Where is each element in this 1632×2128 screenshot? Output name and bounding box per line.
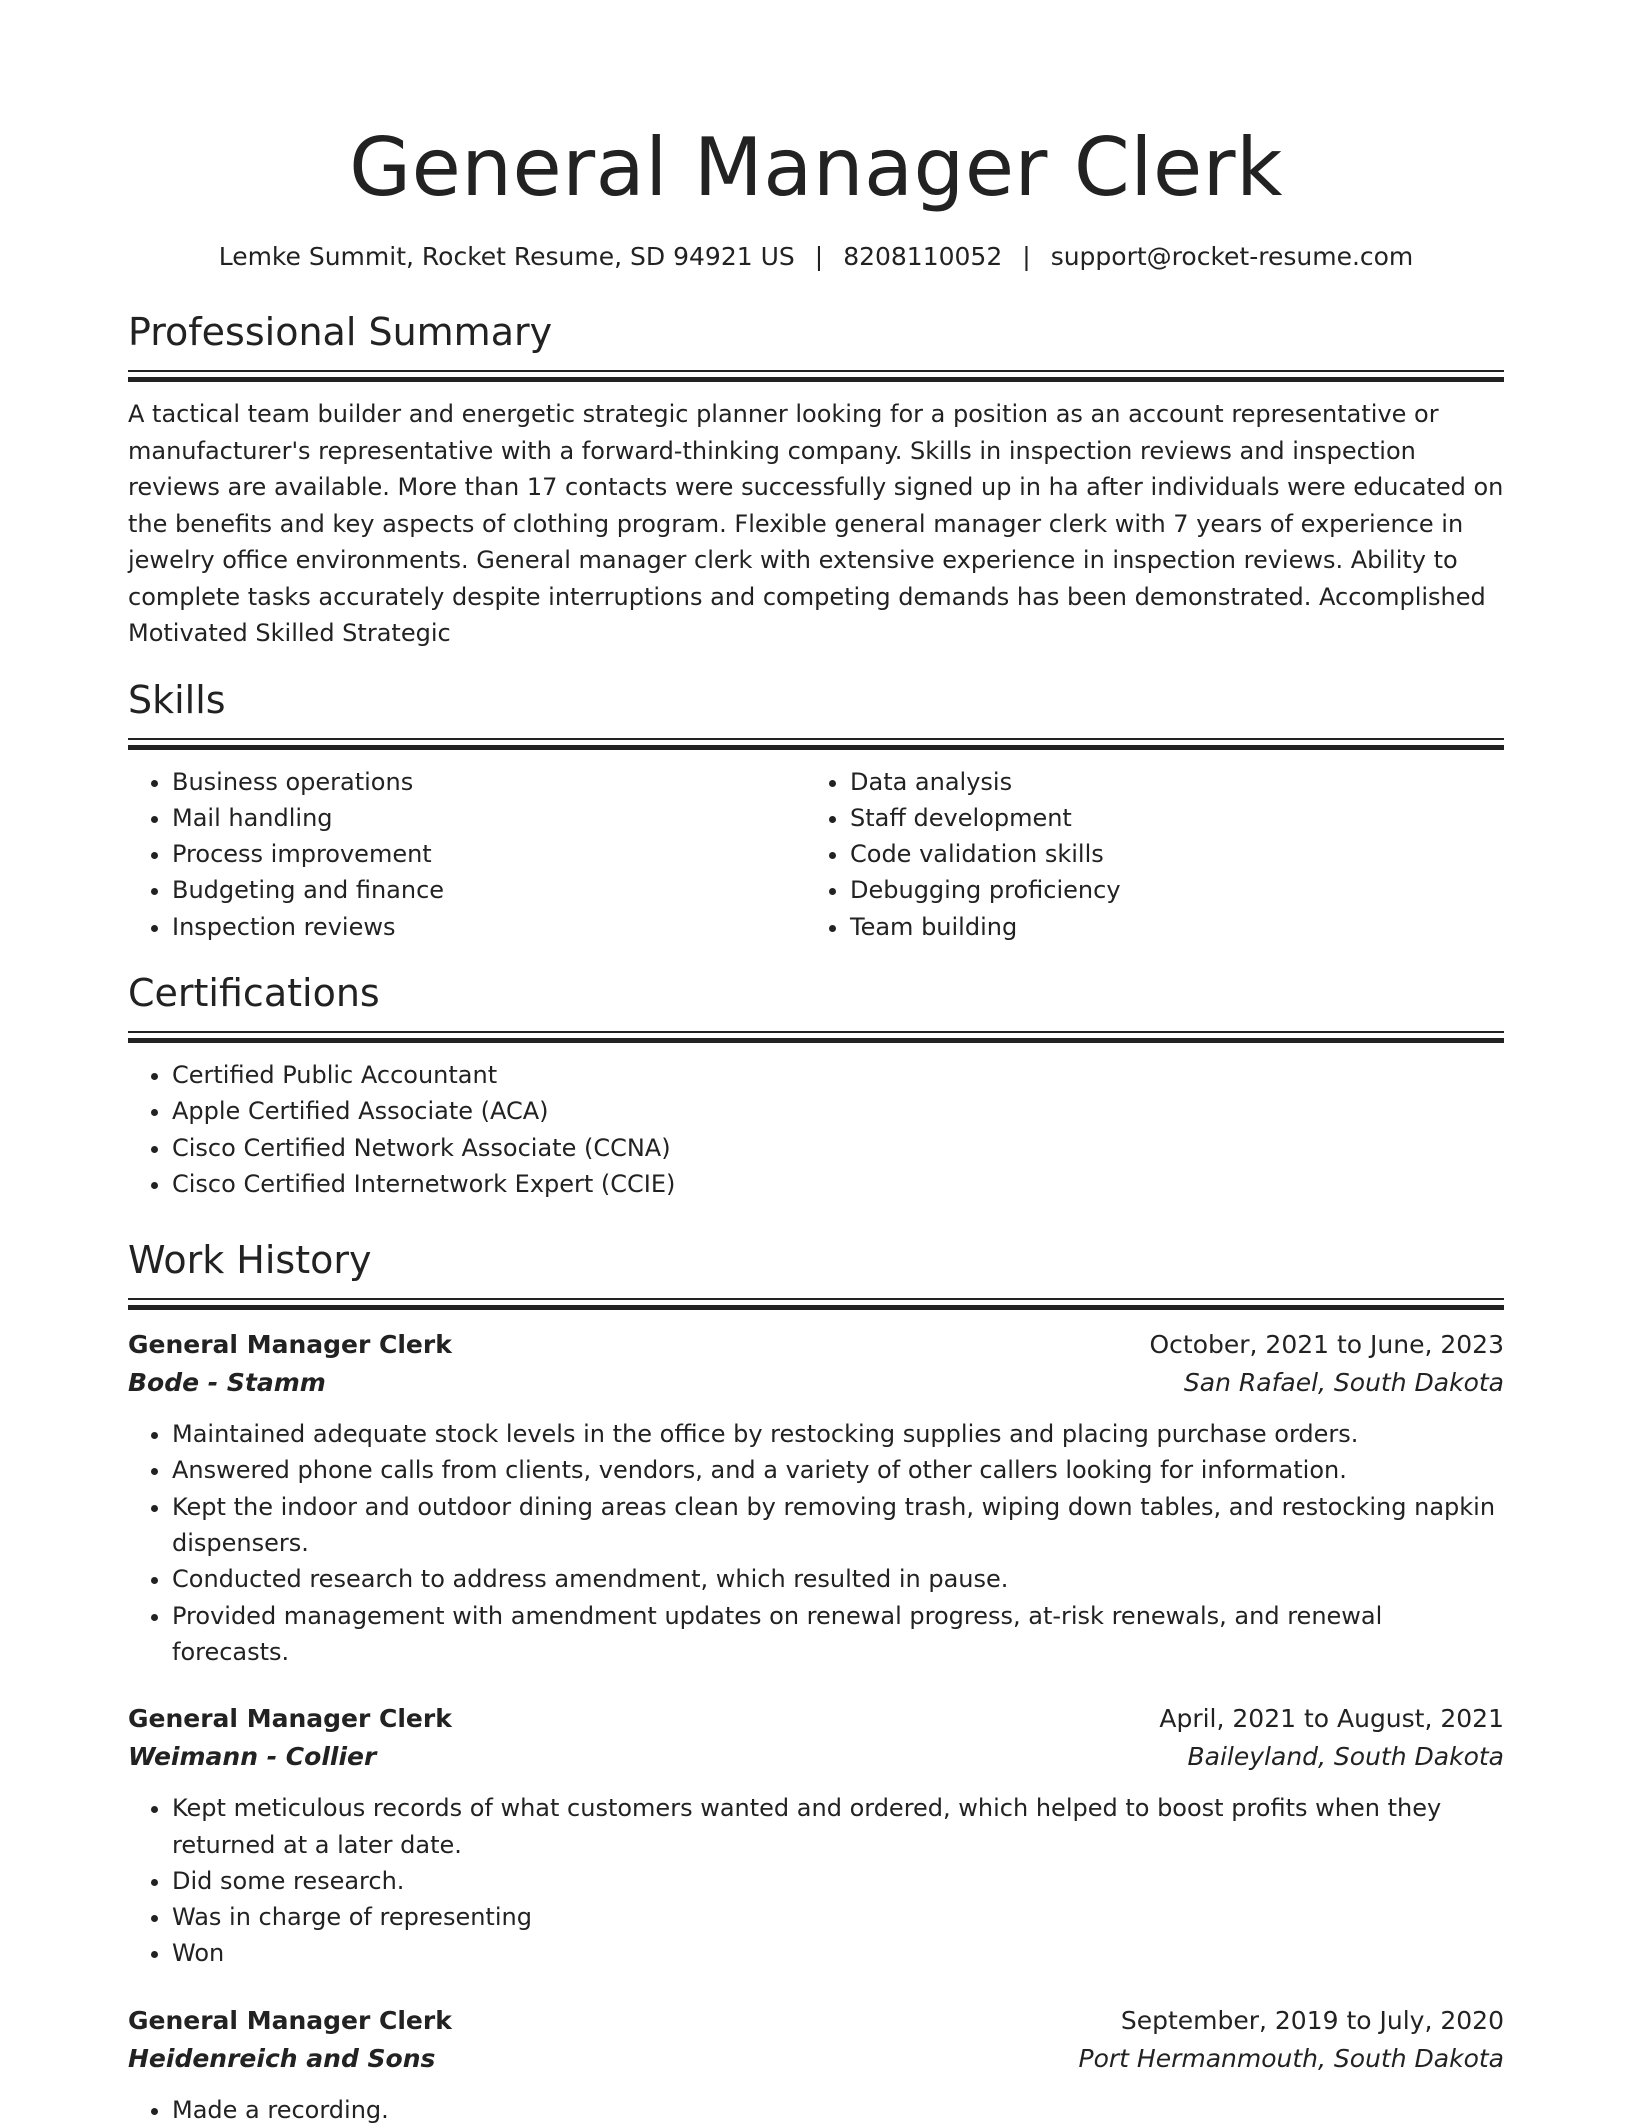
certification-item: • Apple Certified Associate (ACA): [172, 1093, 1504, 1129]
skill-item: • Inspection reviews: [172, 909, 806, 945]
section-divider: [128, 370, 1504, 384]
job-bullet: • Was in charge of representing: [172, 1899, 1504, 1935]
resume-page: [128, 0, 1504, 2128]
skill-item: • Debugging proficiency: [850, 872, 1484, 908]
skill-item: • Team building: [850, 909, 1484, 945]
job-bullets: [128, 1790, 1504, 1971]
section-divider: [128, 1031, 1504, 1045]
job-entry: [128, 2002, 1504, 2128]
certification-item: • Certified Public Accountant: [172, 1057, 1504, 1093]
contact-email: support@rocket-resume.com: [1050, 242, 1414, 271]
job-header-row: [128, 1326, 1504, 1364]
skills-list-left: [128, 764, 806, 945]
skill-item: • Business operations: [172, 764, 806, 800]
certifications-section: [128, 969, 1504, 1202]
certification-item: • Cisco Certified Internetwork Expert (CCIE): [172, 1166, 1504, 1202]
skills-section: [128, 676, 1504, 945]
contact-line: [128, 240, 1504, 274]
job-company-row: [128, 1738, 1504, 1776]
job-bullet: • Maintained adequate stock levels in the office by restocking supplies and placing purchase orders.: [172, 1416, 1504, 1452]
work-history-section: [128, 1236, 1504, 2128]
work-history-heading: Work History: [128, 1238, 372, 1283]
job-header-row: [128, 2002, 1504, 2040]
skill-item: • Staff development: [850, 800, 1484, 836]
skills-heading: Skills: [128, 677, 226, 722]
resume-name: General Manager Clerk: [349, 121, 1283, 214]
job-location: San Rafael, South Dakota: [1183, 1368, 1504, 1398]
job-entry: [128, 1700, 1504, 1971]
section-divider: [128, 1298, 1504, 1312]
job-company: Bode - Stamm: [128, 1368, 326, 1398]
certifications-list: [128, 1057, 1504, 1202]
job-bullet: • Kept the indoor and outdoor dining areas clean by removing trash, wiping down tables, and restocking napkin dispensers.: [172, 1489, 1504, 1562]
skill-item: • Code validation skills: [850, 836, 1484, 872]
job-bullet: • Won: [172, 1935, 1504, 1971]
contact-separator: |: [814, 242, 824, 271]
job-bullet: • Kept meticulous records of what customers wanted and ordered, which helped to boost profits when they returned at a later date.: [172, 1790, 1504, 1863]
job-location: Port Hermanmouth, South Dakota: [1078, 2043, 1504, 2073]
job-bullet: • Conducted research to address amendment, which resulted in pause.: [172, 1561, 1504, 1597]
job-location: Baileyland, South Dakota: [1187, 1742, 1504, 1772]
job-dates: October, 2021 to June, 2023: [1149, 1330, 1504, 1360]
job-dates: September, 2019 to July, 2020: [1120, 2005, 1504, 2035]
job-company-row: [128, 2040, 1504, 2078]
job-bullets: [128, 2092, 1504, 2128]
job-title: General Manager Clerk: [128, 1330, 452, 1360]
job-bullet: • Provided management with amendment updates on renewal progress, at-risk renewals, and renewal forecasts.: [172, 1598, 1504, 1671]
skill-item: • Budgeting and finance: [172, 872, 806, 908]
certifications-heading: Certifications: [128, 970, 380, 1015]
job-bullets: [128, 1416, 1504, 1670]
job-bullet: • Made a recording.: [172, 2092, 1504, 2128]
job-dates: April, 2021 to August, 2021: [1159, 1704, 1504, 1734]
job-header-row: [128, 1700, 1504, 1738]
job-bullet: • Did some research.: [172, 1863, 1504, 1899]
job-title: General Manager Clerk: [128, 2005, 452, 2035]
summary-text: A tactical team builder and energetic strategic planner looking for a position as an account representative or manufacturer's representative with a forward-thinking company. Skills in inspection reviews and inspection reviews are available. More than 17 contacts were successfully signed up in ha after individuals were educated on the benefits and key aspects of clothing program. Flexible general manager clerk with 7 years of experience in jewelry office environments. General manager clerk with extensive experience in inspection reviews. Ability to complete tasks accurately despite interruptions and competing demands has been demonstrated. Accomplished Motivated Skilled Strategic: [128, 400, 1504, 647]
job-company: Weimann - Collier: [128, 1742, 377, 1772]
job-entry: [128, 1326, 1504, 1670]
job-title: General Manager Clerk: [128, 1704, 452, 1734]
summary-heading: Professional Summary: [128, 310, 553, 354]
job-company: Heidenreich and Sons: [128, 2043, 436, 2073]
certification-item: • Cisco Certified Network Associate (CCNA): [172, 1130, 1504, 1166]
contact-separator: |: [1022, 242, 1031, 271]
skills-list-right: [806, 764, 1484, 945]
contact-address: Lemke Summit, Rocket Resume, SD 94921 US: [218, 242, 795, 271]
skill-item: • Data analysis: [850, 764, 1484, 800]
skill-item: • Process improvement: [172, 836, 806, 872]
skills-grid: [128, 764, 1504, 945]
contact-phone: 8208110052: [843, 242, 1003, 271]
summary-section: [128, 308, 1504, 652]
skill-item: • Mail handling: [172, 800, 806, 836]
job-company-row: [128, 1364, 1504, 1402]
section-divider: [128, 738, 1504, 752]
job-bullet: • Answered phone calls from clients, vendors, and a variety of other callers looking for information.: [172, 1452, 1504, 1488]
